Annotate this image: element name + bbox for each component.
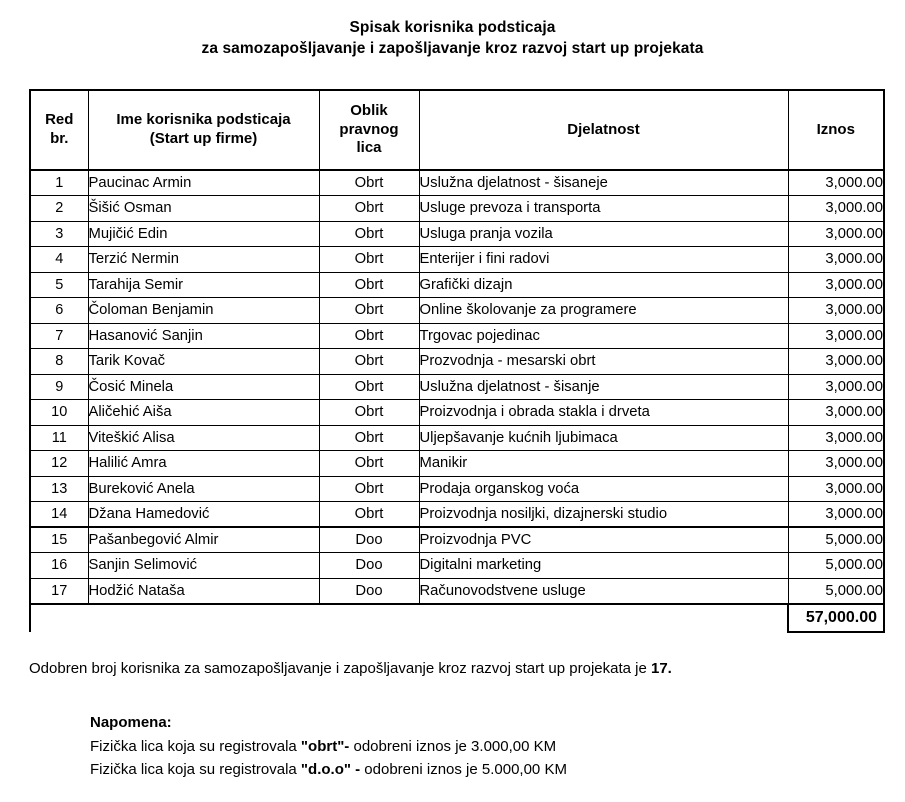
table-row — [30, 272, 884, 298]
table-header — [30, 90, 884, 170]
cell-iznos: 3,000.00 — [788, 221, 884, 247]
cell-oblik: Obrt — [319, 247, 419, 273]
cell-iznos: 5,000.00 — [788, 527, 884, 553]
cell-iznos: 3,000.00 — [788, 349, 884, 375]
cell-oblik: Obrt — [319, 451, 419, 477]
cell-ime: Tarahija Semir — [88, 272, 319, 298]
cell-djelatnost: Trgovac pojedinac — [419, 323, 788, 349]
cell-oblik: Obrt — [319, 425, 419, 451]
cell-red-br: 13 — [30, 476, 88, 502]
cell-ime: Sanjin Selimović — [88, 553, 319, 579]
cell-red-br: 5 — [30, 272, 88, 298]
column-header-oblik-line1: Oblik — [350, 101, 388, 119]
cell-djelatnost: Uljepšavanje kućnih ljubimaca — [419, 425, 788, 451]
cell-iznos: 3,000.00 — [788, 170, 884, 196]
title-line-1: Spisak korisnika podsticaja — [349, 19, 556, 36]
cell-djelatnost: Prodaja organskog voća — [419, 476, 788, 502]
cell-red-br: 3 — [30, 221, 88, 247]
note-line-obrt-prefix: Fizička lica koja su registrovala — [90, 737, 301, 755]
cell-ime: Džana Hamedović — [88, 502, 319, 528]
cell-oblik: Doo — [319, 527, 419, 553]
cell-red-br: 6 — [30, 298, 88, 324]
note-line-obrt — [90, 735, 567, 759]
cell-ime: Halilić Amra — [88, 451, 319, 477]
table-row — [30, 578, 884, 604]
cell-ime: Bureković Anela — [88, 476, 319, 502]
cell-oblik: Obrt — [319, 272, 419, 298]
cell-red-br: 11 — [30, 425, 88, 451]
table-row — [30, 374, 884, 400]
cell-iznos: 3,000.00 — [788, 323, 884, 349]
approved-count-line — [29, 660, 672, 677]
cell-djelatnost: Uslužna djelatnost - šisaneje — [419, 170, 788, 196]
cell-red-br: 15 — [30, 527, 88, 553]
cell-oblik: Obrt — [319, 196, 419, 222]
cell-djelatnost: Usluga pranja vozila — [419, 221, 788, 247]
cell-oblik: Obrt — [319, 323, 419, 349]
note-line-obrt-suffix: odobreni iznos je 3.000,00 KM — [349, 737, 557, 755]
total-amount: 57,000.00 — [788, 604, 884, 632]
cell-ime: Čoloman Benjamin — [88, 298, 319, 324]
cell-iznos: 3,000.00 — [788, 451, 884, 477]
total-row-spacer — [88, 604, 319, 632]
cell-red-br: 9 — [30, 374, 88, 400]
cell-ime: Mujičić Edin — [88, 221, 319, 247]
table-row — [30, 196, 884, 222]
column-header-red-br — [30, 90, 88, 170]
note-line-doo-bold: "d.o.o" - — [300, 761, 361, 779]
note-line-obrt-bold: "obrt"- — [300, 737, 350, 755]
cell-iznos: 3,000.00 — [788, 272, 884, 298]
note-title: Napomena: — [90, 714, 172, 731]
cell-red-br: 4 — [30, 247, 88, 273]
cell-djelatnost: Online školovanje za programere — [419, 298, 788, 324]
note-line-doo-prefix: Fizička lica koja su registrovala — [90, 761, 301, 779]
cell-iznos: 3,000.00 — [788, 425, 884, 451]
cell-djelatnost: Proizvodnja PVC — [419, 527, 788, 553]
cell-iznos: 3,000.00 — [788, 196, 884, 222]
cell-iznos: 3,000.00 — [788, 247, 884, 273]
cell-iznos: 3,000.00 — [788, 502, 884, 528]
cell-ime: Tarik Kovač — [88, 349, 319, 375]
table-row — [30, 476, 884, 502]
cell-ime: Pašanbegović Almir — [88, 527, 319, 553]
cell-ime: Šišić Osman — [88, 196, 319, 222]
cell-ime: Aličehić Aiša — [88, 400, 319, 426]
table-row — [30, 553, 884, 579]
note-block — [90, 711, 567, 782]
column-header-ime — [88, 90, 319, 170]
cell-iznos: 5,000.00 — [788, 578, 884, 604]
table-row — [30, 502, 884, 528]
column-header-ime-line2: (Start up firme) — [149, 130, 258, 147]
cell-oblik: Doo — [319, 553, 419, 579]
cell-oblik: Obrt — [319, 221, 419, 247]
column-header-oblik-line3: lica — [356, 139, 382, 157]
cell-djelatnost: Enterijer i fini radovi — [419, 247, 788, 273]
table-row — [30, 527, 884, 553]
cell-iznos: 5,000.00 — [788, 553, 884, 579]
cell-red-br: 1 — [30, 170, 88, 196]
column-header-red-br-line2: br. — [50, 130, 69, 147]
table-row — [30, 451, 884, 477]
table-row — [30, 298, 884, 324]
cell-red-br: 2 — [30, 196, 88, 222]
cell-oblik: Obrt — [319, 476, 419, 502]
cell-ime: Viteškić Alisa — [88, 425, 319, 451]
cell-ime: Hasanović Sanjin — [88, 323, 319, 349]
cell-oblik: Obrt — [319, 374, 419, 400]
cell-iznos: 3,000.00 — [788, 298, 884, 324]
table-header-row — [30, 90, 884, 170]
cell-red-br: 10 — [30, 400, 88, 426]
cell-red-br: 16 — [30, 553, 88, 579]
total-row-spacer — [30, 604, 88, 632]
cell-red-br: 14 — [30, 502, 88, 528]
title-line-2: za samozapošljavanje i zapošljavanje kroz razvoj start up projekata — [201, 39, 704, 57]
cell-oblik: Obrt — [319, 170, 419, 196]
column-header-oblik-pravnog-lica — [319, 90, 419, 170]
cell-red-br: 7 — [30, 323, 88, 349]
total-row-spacer — [419, 604, 788, 632]
cell-oblik: Obrt — [319, 400, 419, 426]
cell-oblik: Obrt — [319, 502, 419, 528]
cell-djelatnost: Proizvodnja i obrada stakla i drveta — [419, 400, 788, 426]
column-header-iznos: Iznos — [788, 90, 884, 170]
cell-djelatnost: Digitalni marketing — [419, 553, 788, 579]
table-row — [30, 221, 884, 247]
column-header-oblik-line2: pravnog — [339, 120, 399, 138]
table-total-row — [30, 604, 884, 632]
cell-djelatnost: Manikir — [419, 451, 788, 477]
cell-ime: Terzić Nermin — [88, 247, 319, 273]
cell-red-br: 12 — [30, 451, 88, 477]
cell-ime: Hodžić Nataša — [88, 578, 319, 604]
cell-iznos: 3,000.00 — [788, 374, 884, 400]
approved-count-value: 17. — [650, 660, 672, 677]
cell-red-br: 8 — [30, 349, 88, 375]
cell-djelatnost: Grafički dizajn — [419, 272, 788, 298]
column-header-red-br-line1: Red — [45, 111, 74, 129]
cell-ime: Čosić Minela — [88, 374, 319, 400]
cell-djelatnost: Prozvodnja - mesarski obrt — [419, 349, 788, 375]
cell-djelatnost: Uslužna djelatnost - šisanje — [419, 374, 788, 400]
table-row — [30, 247, 884, 273]
table-row — [30, 425, 884, 451]
note-line-doo-suffix: odobreni iznos je 5.000,00 KM — [360, 761, 567, 779]
table-row — [30, 400, 884, 426]
beneficiaries-table — [29, 89, 885, 633]
cell-iznos: 3,000.00 — [788, 400, 884, 426]
approved-count-text: Odobren broj korisnika za samozapošljavanje i zapošljavanje kroz razvoj start up projekata je — [29, 660, 651, 677]
cell-djelatnost: Računovodstvene usluge — [419, 578, 788, 604]
cell-djelatnost: Proizvodnja nosiljki, dizajnerski studio — [419, 502, 788, 528]
cell-ime: Paucinac Armin — [88, 170, 319, 196]
note-line-doo — [90, 758, 567, 782]
cell-iznos: 3,000.00 — [788, 476, 884, 502]
cell-oblik: Obrt — [319, 349, 419, 375]
total-row-spacer — [319, 604, 419, 632]
beneficiaries-table-container — [29, 89, 885, 633]
cell-djelatnost: Usluge prevoza i transporta — [419, 196, 788, 222]
table-row — [30, 170, 884, 196]
cell-oblik: Doo — [319, 578, 419, 604]
table-row — [30, 349, 884, 375]
cell-oblik: Obrt — [319, 298, 419, 324]
table-row — [30, 323, 884, 349]
cell-red-br: 17 — [30, 578, 88, 604]
column-header-ime-line1: Ime korisnika podsticaja — [116, 111, 291, 129]
document-title — [0, 0, 905, 60]
table-body — [30, 170, 884, 632]
column-header-djelatnost: Djelatnost — [419, 90, 788, 170]
